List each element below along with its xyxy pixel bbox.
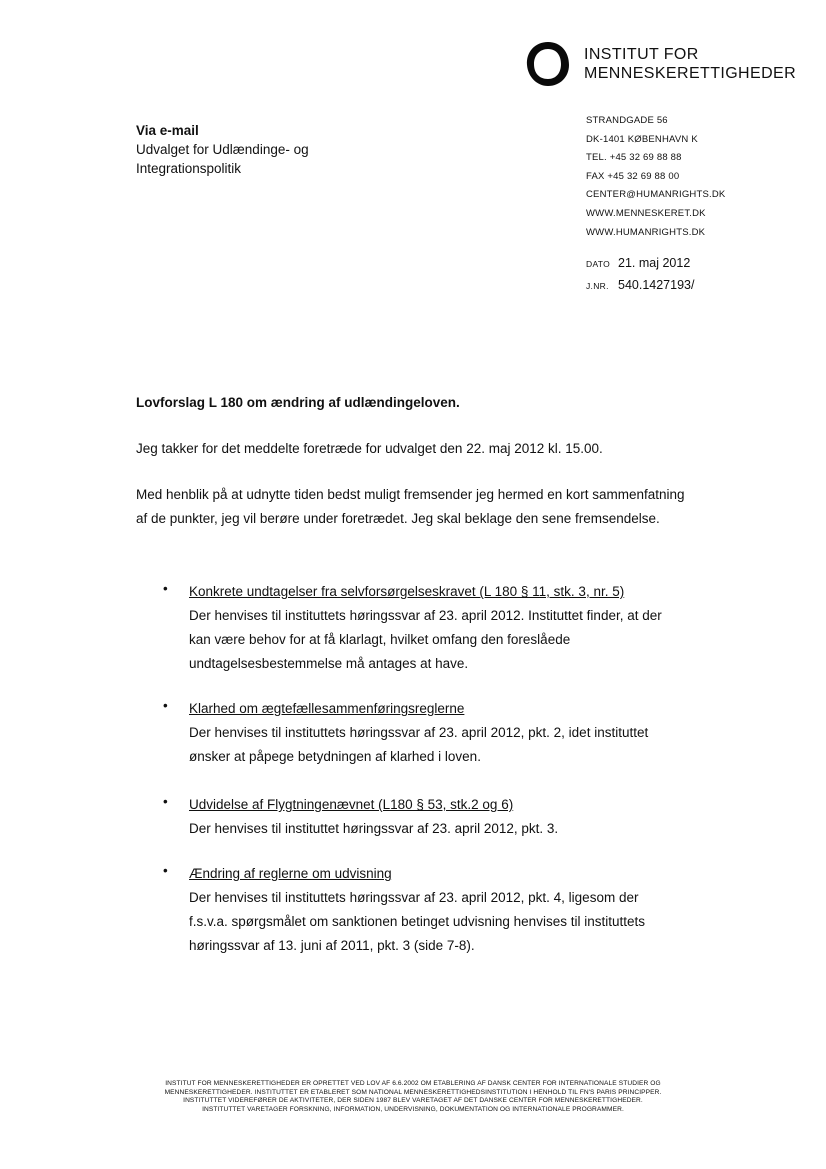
item-heading: Konkrete undtagelser fra selvforsørgelseskravet (L 180 § 11, stk. 3, nr. 5) xyxy=(189,584,625,599)
address-tel: TEL. +45 32 69 88 88 xyxy=(586,152,682,164)
item-line: Der henvises til instituttets høringssvar af 23. april 2012, pkt. 2, idet instituttet xyxy=(189,725,649,740)
list-item xyxy=(189,697,709,769)
recipient-line-1: Udvalget for Udlændinge- og xyxy=(136,142,309,157)
letter-meta xyxy=(586,253,694,297)
item-line: Der henvises til instituttets høringssvar af 23. april 2012. Instituttet finder, at der xyxy=(189,608,662,623)
date-value: 21. maj 2012 xyxy=(618,256,691,270)
jnr-label: J.NR. xyxy=(586,281,609,291)
item-heading: Udvidelse af Flygtningenævnet (L180 § 53, stk.2 og 6) xyxy=(189,797,514,812)
address-email: CENTER@HUMANRIGHTS.DK xyxy=(586,189,726,201)
letter-subject: Lovforslag L 180 om ændring af udlændingeloven. xyxy=(136,395,460,410)
paragraph-intro: Jeg takker for det meddelte foretræde for udvalget den 22. maj 2012 kl. 15.00. xyxy=(136,441,603,456)
date-label: DATO xyxy=(586,259,611,269)
item-line: kan være behov for at få klarlagt, hvilket omfang den foreslåede xyxy=(189,632,571,647)
item-line: ønsker at påpege betydningen af klarhed i loven. xyxy=(189,749,481,764)
legal-footer xyxy=(0,1080,826,1114)
list-item xyxy=(189,580,709,676)
footer-line-4: INSTITUTTET VARETAGER FORSKNING, INFORMATION, UNDERVISNING, DOKUMENTATION OG INTERNATIONALE PROGRAMMER. xyxy=(202,1105,624,1113)
paragraph-summary: Med henblik på at udnytte tiden bedst muligt fremsender jeg hermed en kort sammenfatning af de punkter, jeg vil berøre under foretrædet. Jeg skal beklage den sene fremsendelse. xyxy=(136,487,685,526)
item-heading: Ændring af reglerne om udvisning xyxy=(189,866,392,881)
sender-address xyxy=(586,112,725,242)
footer-line-3: INSTITUTTET VIDEREFØRER DE AKTIVITETER, DER SIDEN 1987 BLEV VARETAGET AF DET DANSKE CENTER FOR MENNESKERETTIGHEDER. xyxy=(183,1097,643,1105)
item-line: Der henvises til instituttet høringssvar af 23. april 2012, pkt. 3. xyxy=(189,821,559,836)
recipient-block xyxy=(136,121,309,178)
item-line: f.s.v.a. spørgsmålet om sanktionen betinget udvisning henvises til instituttets xyxy=(189,914,645,929)
footer-line-2: MENNESKERETTIGHEDER. INSTITUTTET ER ETABLERET SOM NATIONAL MENNESKERETTIGHEDSINSTITUTION I HENHOLD TIL FN'S PARIS PRINCIPPER. xyxy=(164,1088,662,1096)
address-fax: FAX +45 32 69 88 00 xyxy=(586,170,680,182)
logo-line-2: MENNESKERETTIGHEDER xyxy=(584,65,797,82)
list-item xyxy=(189,862,709,958)
bullet-icon: • xyxy=(163,863,168,878)
list-item xyxy=(189,793,709,841)
date-row xyxy=(586,253,694,275)
item-heading: Klarhed om ægtefællesammenføringsreglerne xyxy=(189,701,465,716)
bullet-icon: • xyxy=(163,581,168,596)
logo-wordmark xyxy=(584,45,796,83)
address-web-2: WWW.HUMANRIGHTS.DK xyxy=(586,226,706,238)
logo-line-1: INSTITUT FOR xyxy=(584,46,699,63)
bullet-icon: • xyxy=(163,794,168,809)
jnr-value: 540.1427193/ xyxy=(618,278,695,292)
item-line: Der henvises til instituttets høringssvar af 23. april 2012, pkt. 4, ligesom der xyxy=(189,890,639,905)
item-line: høringssvar af 13. juni af 2011, pkt. 3 (side 7-8). xyxy=(189,938,475,953)
address-city: DK-1401 KØBENHAVN K xyxy=(586,133,698,145)
footer-line-1: INSTITUT FOR MENNESKERETTIGHEDER ER OPRETTET VED LOV AF 6.6.2002 OM ETABLERING AF DANSK CENTER FOR INTERNATIONALE STUDIER OG xyxy=(165,1080,661,1087)
bullet-icon: • xyxy=(163,698,168,713)
delivery-method: Via e-mail xyxy=(136,123,199,138)
address-web-1: WWW.MENNESKERET.DK xyxy=(586,207,706,219)
address-street: STRANDGADE 56 xyxy=(586,115,668,126)
item-line: undtagelsesbestemmelse må antages at have. xyxy=(189,656,469,671)
logo-ring-icon xyxy=(523,39,573,89)
recipient-line-2: Integrationspolitik xyxy=(136,161,242,176)
jnr-row xyxy=(586,275,694,297)
